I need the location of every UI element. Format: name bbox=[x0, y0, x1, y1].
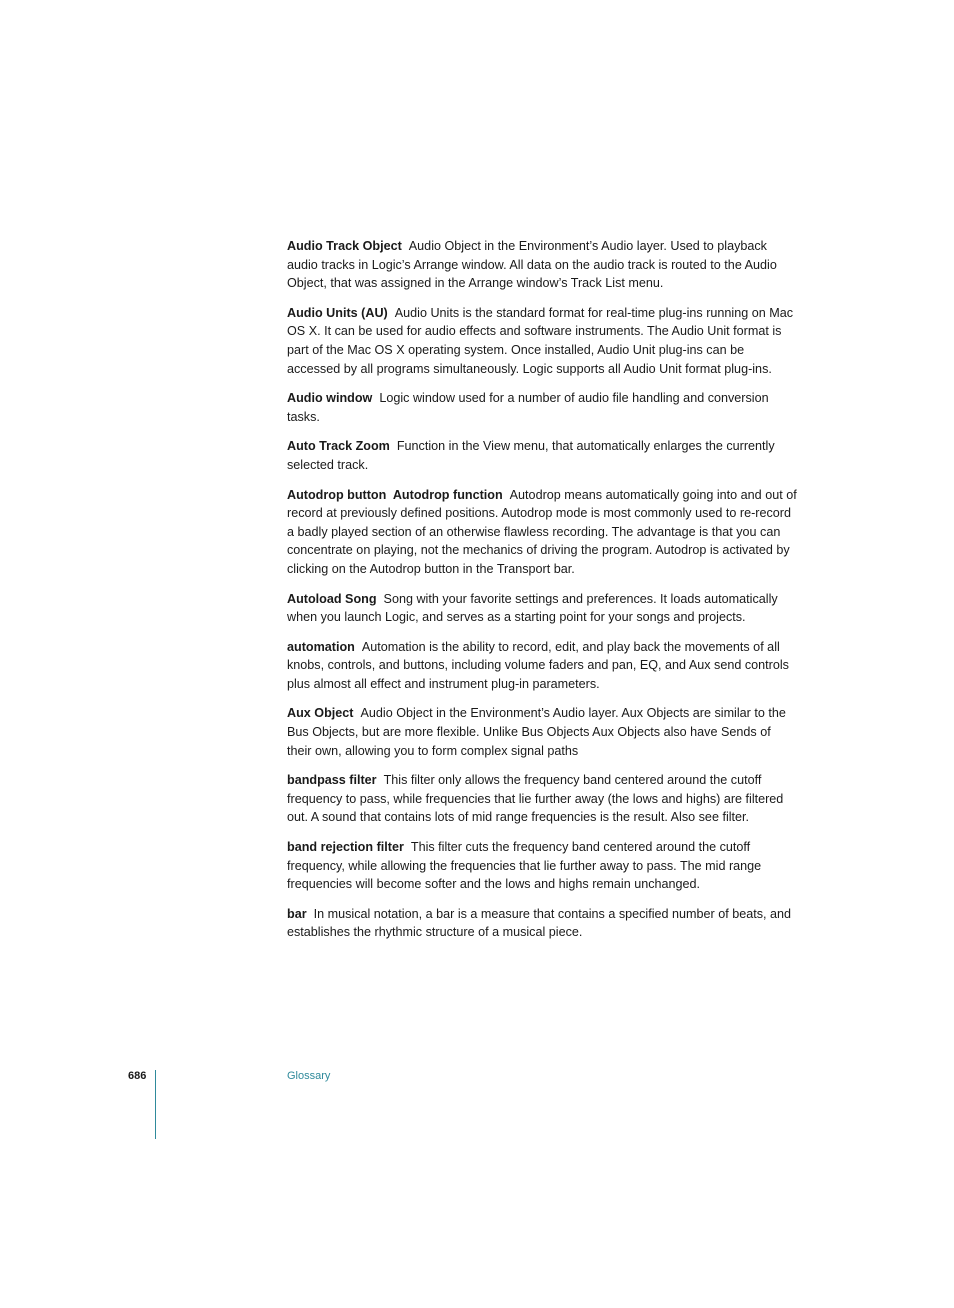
glossary-term: Audio Units (AU) bbox=[287, 305, 388, 320]
glossary-definition: Logic window used for a number of audio file handling and conversion tasks. bbox=[287, 391, 769, 424]
glossary-entry bbox=[287, 437, 797, 474]
glossary-term: bandpass filter bbox=[287, 773, 377, 788]
glossary-definition: Audio Object in the Environment’s Audio layer. Used to playback audio tracks in Logic’s Arrange window. All data on the audio track is routed to the Audio Object, that was assigned in the Arrange window’s Track List menu. bbox=[287, 239, 777, 291]
glossary-term: band rejection filter bbox=[287, 840, 404, 855]
glossary-entry bbox=[287, 905, 797, 942]
glossary-term: Audio window bbox=[287, 391, 373, 406]
glossary-entry bbox=[287, 638, 797, 694]
glossary-definition: Audio Object in the Environment’s Audio layer. Aux Objects are similar to the Bus Objects, but are more flexible. Unlike Bus Objects Aux Objects also have Sends of their own, allowing you to form complex signal paths bbox=[287, 706, 786, 758]
glossary-entry bbox=[287, 304, 797, 378]
glossary-term: automation bbox=[287, 639, 355, 654]
glossary-term: Autoload Song bbox=[287, 591, 377, 606]
glossary-term: Autodrop button Autodrop function bbox=[287, 487, 503, 502]
glossary-term: Audio Track Object bbox=[287, 239, 402, 253]
glossary-definition: Autodrop means automatically going into and out of record at previously defined positions. Autodrop mode is most commonly used to re-record a badly played section of an otherwise flawless recording. The advantage is that you can concentrate on playing, not the mechanics of driving the program. Autodrop is activated by clicking on the Autodrop button in the Transport bar. bbox=[287, 487, 797, 576]
glossary-term: Aux Object bbox=[287, 706, 354, 721]
glossary-content bbox=[287, 237, 797, 953]
glossary-entry bbox=[287, 590, 797, 627]
glossary-definition: Song with your favorite settings and preferences. It loads automatically when you launch Logic, and serves as a starting point for your songs and projects. bbox=[287, 591, 778, 625]
glossary-definition: Audio Units is the standard format for real-time plug-ins running on Mac OS X. It can be used for audio effects and software instruments. The Audio Unit format is part of the Mac OS X operating system. Once installed, Audio Unit plug-ins can be accessed by all programs simultaneously. Logic supports all Audio Unit format plug-ins. bbox=[287, 305, 794, 376]
glossary-definition: This filter only allows the frequency band centered around the cutoff frequency to pass, while frequencies that lie further away (the lows and highs) are filtered out. A sound that contains lots of mid range frequencies is the result. Also see filter. bbox=[287, 773, 784, 825]
glossary-term: bar bbox=[287, 906, 307, 921]
glossary-entry bbox=[287, 389, 797, 426]
footer-divider bbox=[155, 1070, 156, 1139]
glossary-entry bbox=[287, 486, 797, 579]
glossary-term: Auto Track Zoom bbox=[287, 439, 390, 454]
footer-section-link[interactable]: Glossary bbox=[287, 1070, 331, 1082]
glossary-definition: This filter cuts the frequency band centered around the cutoff frequency, while allowing the frequencies that lie further away to pass. The mid range frequencies will become softer and the lows and highs remain unchanged. bbox=[287, 840, 762, 892]
glossary-entry bbox=[287, 838, 797, 894]
glossary-definition: Automation is the ability to record, edit, and play back the movements of all knobs, controls, and buttons, including volume faders and pan, EQ, and Aux send controls plus almost all effect and instrument plug-in parameters. bbox=[287, 639, 789, 691]
glossary-definition: Function in the View menu, that automatically enlarges the currently selected track. bbox=[287, 439, 775, 472]
glossary-definition: In musical notation, a bar is a measure that contains a specified number of beats, and establishes the rhythmic structure of a musical piece. bbox=[287, 906, 792, 940]
glossary-entry bbox=[287, 237, 797, 293]
page-number: 686 bbox=[128, 1070, 147, 1082]
glossary-entry bbox=[287, 771, 797, 827]
glossary-entry bbox=[287, 704, 797, 760]
